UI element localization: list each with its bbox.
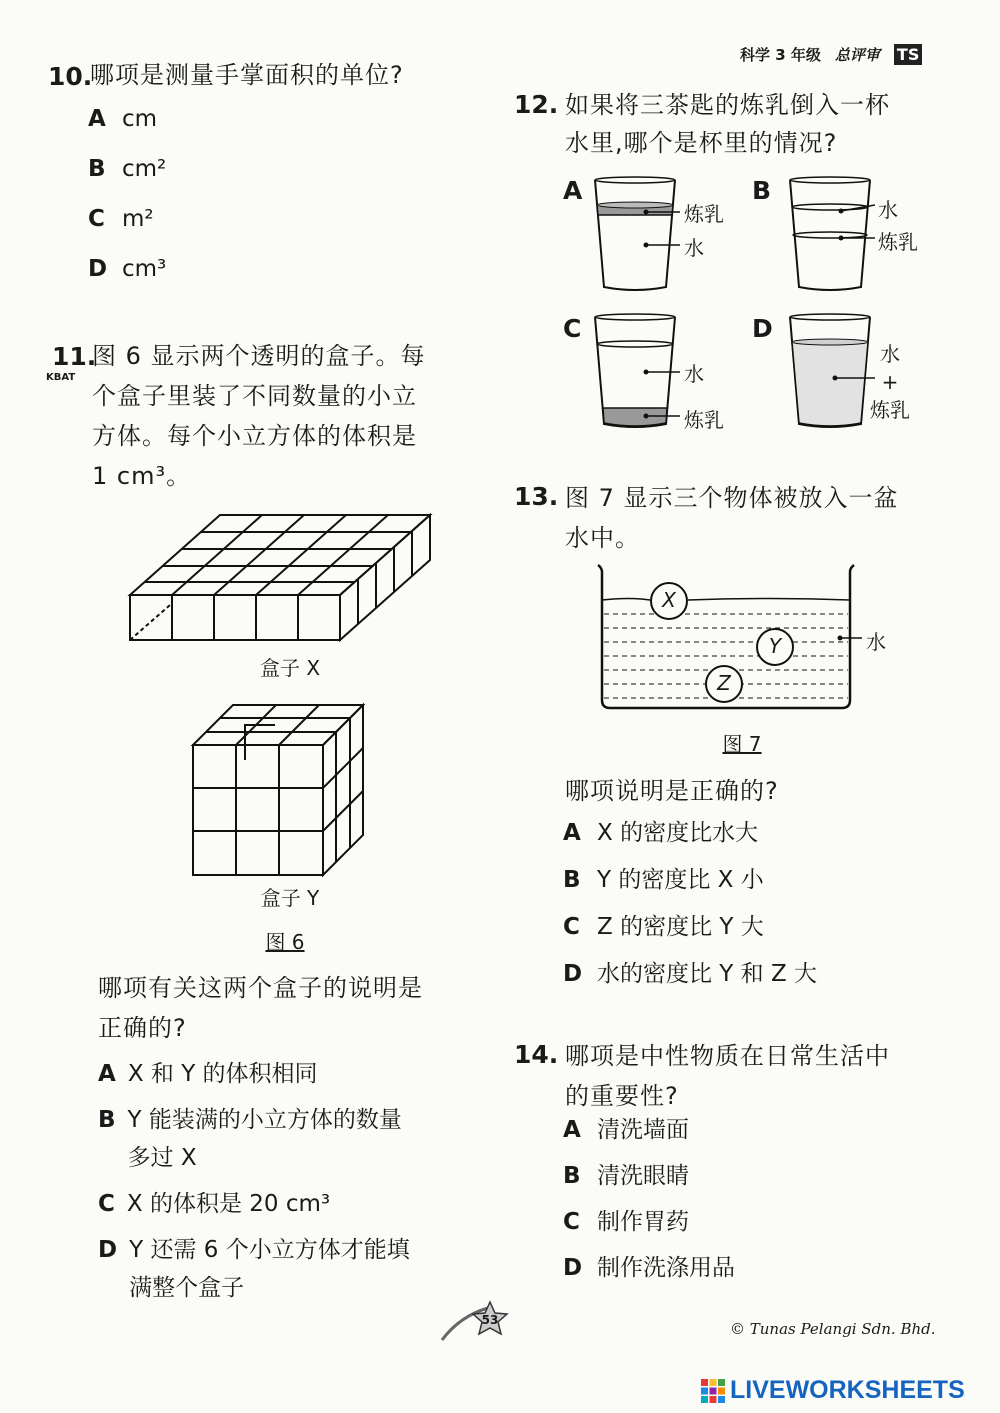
q12-number: 12. [514, 90, 559, 119]
glass-c [590, 312, 680, 432]
glass-c-letter: C [563, 314, 582, 343]
q10-options [88, 104, 166, 284]
glass-c-label-bottom: 炼乳 [684, 408, 724, 432]
page-number: 53 [481, 1313, 499, 1327]
glass-a [590, 175, 680, 295]
q11-option-c[interactable]: C X 的体积是 20 cm³ [98, 1191, 331, 1217]
header-logo: TS [894, 44, 922, 65]
q11-text: 图 6 显示两个透明的盒子。每 个盒子里装了不同数量的小立 方体。每个小立方体的体积是 1 cm³。 [92, 342, 426, 490]
object-z-label: Z [717, 671, 731, 695]
q13-option-b[interactable]: B Y 的密度比 X 小 [563, 867, 764, 893]
glass-b-letter: B [752, 176, 772, 205]
q10-text: 哪项是测量手掌面积的单位? [90, 61, 404, 89]
glass-a-letter: A [563, 176, 583, 205]
glass-a-label-bottom: 水 [684, 236, 704, 260]
glass-c-label-top: 水 [684, 362, 704, 386]
q13-text: 图 7 显示三个物体被放入一盆 水中。 [565, 484, 899, 552]
liveworksheets-logo-icon [700, 1378, 726, 1404]
q13-option-a[interactable]: A X 的密度比水大 [563, 820, 759, 846]
q10-option-a[interactable]: A cm [88, 106, 158, 132]
q10-option-c[interactable]: C m² [88, 206, 154, 232]
q14-option-b[interactable]: B 清洗眼睛 [563, 1163, 689, 1189]
object-x-label: X [662, 588, 676, 612]
glass-b [785, 175, 875, 295]
q13-figure-label: 图 7 [722, 732, 762, 756]
basin-figure [590, 560, 910, 720]
object-y-label: Y [768, 634, 782, 658]
q13-question: 哪项说明是正确的? [565, 777, 779, 805]
glass-d-letter: D [752, 314, 773, 343]
q14-option-a[interactable]: A 清洗墙面 [563, 1117, 689, 1143]
q11-number: 11. [52, 342, 97, 371]
box-x-figure [120, 500, 440, 650]
header-subject: 科学 3 年级 [740, 46, 821, 64]
q13-number: 13. [514, 482, 559, 511]
glass-a-label-top: 炼乳 [684, 202, 724, 226]
q14-text: 哪项是中性物质在日常生活中 的重要性? [565, 1042, 890, 1110]
glass-d-labels: 水 + 炼乳 [870, 342, 910, 422]
q11-figure-label: 图 6 [265, 930, 305, 954]
q14-option-c[interactable]: C 制作胃药 [563, 1209, 689, 1235]
q14-number: 14. [514, 1040, 559, 1069]
water-label: 水 [866, 630, 886, 654]
box-y-figure [185, 700, 375, 880]
q10-number: 10. [48, 62, 93, 91]
copyright: © Tunas Pelangi Sdn. Bhd. [730, 1320, 936, 1338]
q11-kbat-tag: KBAT [46, 372, 76, 383]
q11-options [98, 1055, 410, 1307]
box-y-label: 盒子 Y [260, 886, 320, 910]
q13-option-d[interactable]: D 水的密度比 Y 和 Z 大 [563, 961, 818, 987]
page-header [740, 44, 922, 65]
q14-option-d[interactable]: D 制作洗涤用品 [563, 1255, 735, 1281]
q11-option-d[interactable]: D Y 还需 6 个小立方体才能填 满整个盒子 [98, 1237, 410, 1301]
q11-option-a[interactable]: A X 和 Y 的体积相同 [98, 1061, 318, 1087]
q11-question: 哪项有关这两个盒子的说明是 正确的? [98, 974, 423, 1042]
header-series: 总评审 [834, 46, 880, 64]
q13-options [563, 818, 817, 989]
q10-option-d[interactable]: D cm³ [88, 256, 167, 282]
q14-options [563, 1115, 735, 1283]
watermark: LIVEWORKSHEETS [700, 1376, 965, 1405]
glass-b-label-bottom: 炼乳 [878, 230, 918, 254]
box-x-label: 盒子 X [259, 656, 321, 680]
glass-b-label-top: 水 [878, 198, 898, 222]
q10-option-b[interactable]: B cm² [88, 156, 167, 182]
q13-option-c[interactable]: C Z 的密度比 Y 大 [563, 914, 764, 940]
q11-option-b[interactable]: B Y 能装满的小立方体的数量 多过 X [98, 1107, 402, 1171]
q12-text: 如果将三茶匙的炼乳倒入一杯 水里,哪个是杯里的情况? [565, 91, 890, 157]
